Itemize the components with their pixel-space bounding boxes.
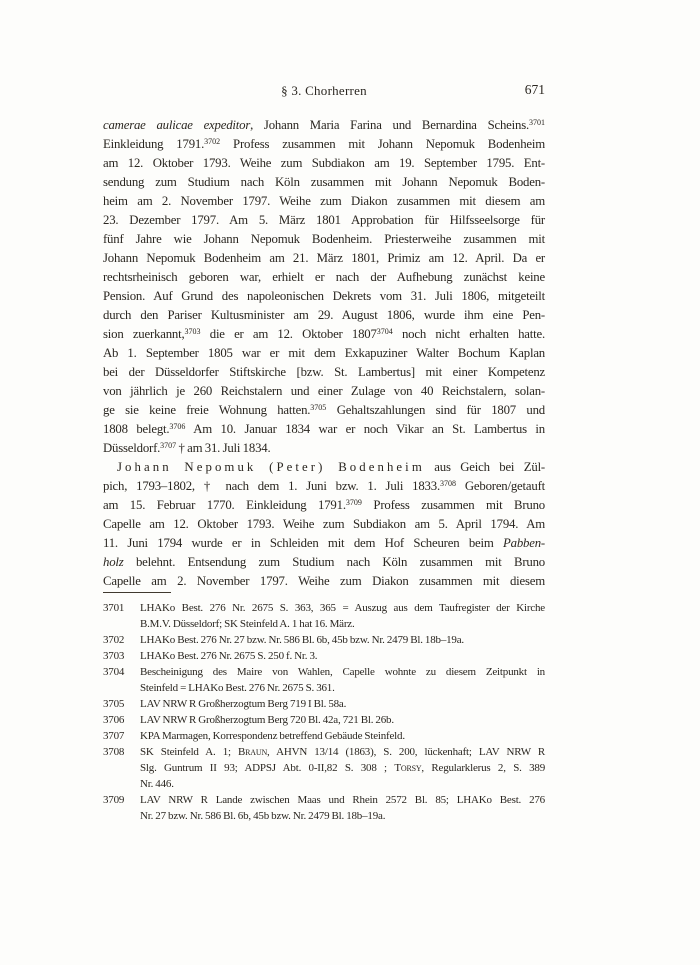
text-run: Johann Nepomuk (Peter) Bodenheim	[117, 460, 425, 474]
footnote-ref: 3704	[376, 326, 393, 336]
text-run: bei der Düsseldorfer Stiftskirche [bzw. St. Lambertus] mit einer Kompetenz	[103, 365, 545, 379]
footnote-line	[140, 600, 545, 616]
text-line	[103, 515, 545, 534]
text-run: Nr. 446.	[140, 778, 174, 790]
text-run: Capelle am 12. Oktober 1793. Weihe zum Subdiakon am 5. April 1794. Am	[103, 517, 545, 531]
footnote-number: 3701	[103, 602, 125, 614]
text-line	[103, 496, 545, 515]
footnote-line	[140, 664, 545, 680]
footnote-number: 3706	[103, 714, 125, 726]
text-run: 1808 belegt.	[103, 422, 170, 436]
footnote-text	[140, 648, 545, 664]
footnote-number: 3702	[103, 634, 125, 646]
text-run: Am 10. Januar 1834 war er noch Vikar an St. Lambertus in	[185, 422, 545, 436]
text-run: Bescheinigung des Maire von Wahlen, Capelle wohnte zu diesem Zeitpunkt in	[140, 666, 545, 678]
text-line	[103, 382, 545, 401]
footnote-number: 3705	[103, 698, 125, 710]
text-run: camerae aulicae expeditor	[103, 118, 251, 132]
footnote-separator	[103, 592, 171, 593]
text-run: heim am 2. November 1797. Weihe zum Diakon zusammen mit diesem am	[103, 194, 545, 208]
footnote-line	[140, 728, 545, 744]
footnote-number: 3704	[103, 666, 125, 678]
text-run: von jährlich je 260 Reichstalern und einer Zulage von 40 Reichstalern, solan-	[103, 384, 545, 398]
footnote-number: 3707	[103, 730, 125, 742]
text-run: am 15. Februar 1770. Einkleidung 1791.	[103, 498, 346, 512]
footnote-text	[140, 728, 545, 744]
footnote	[103, 648, 545, 664]
footnote-text	[140, 744, 545, 792]
text-line	[103, 344, 545, 363]
text-run: Gehaltszahlungen sind für 1807 und	[326, 403, 545, 417]
footnote-text	[140, 792, 545, 824]
text-line	[103, 458, 545, 477]
footnote-text	[140, 696, 545, 712]
text-run: LHAKo Best. 276 Nr. 27 bzw. Nr. 586 Bl. 6b, 45b bzw. Nr. 2479 Bl. 18b–19a.	[140, 634, 464, 646]
text-run: aus Geich bei Zül-	[424, 460, 545, 474]
footnote-ref: 3706	[169, 421, 186, 431]
text-run: sion zuerkannt,	[103, 327, 185, 341]
text-run: fünf Jahre wie Johann Nepomuk Bodenheim. Priesterweihe zusammen mit	[103, 232, 545, 246]
text-run: Düsseldorf.	[103, 441, 161, 455]
footnote-line	[140, 776, 545, 792]
text-run: holz	[103, 555, 124, 569]
footnote-text	[140, 712, 545, 728]
footnote	[103, 632, 545, 648]
text-run: ge sie keine freie Wohnung hatten.	[103, 403, 311, 417]
footnote-text	[140, 664, 545, 696]
text-run: KPA Marmagen, Korrespondenz betreffend Gebäude Steinfeld.	[140, 730, 405, 742]
text-line	[103, 230, 545, 249]
text-run: † am 31. Juli 1834.	[176, 441, 271, 455]
footnote	[103, 744, 545, 792]
footnote-text	[140, 600, 545, 632]
text-line	[103, 154, 545, 173]
text-line	[103, 173, 545, 192]
text-run: 23. Dezember 1797. Am 5. März 1801 Approbation für Hilfsseelsorge für	[103, 213, 545, 227]
footnote-line	[140, 680, 545, 696]
footnote-text	[140, 632, 545, 648]
text-line	[103, 534, 545, 553]
text-line	[103, 306, 545, 325]
text-line	[103, 116, 545, 135]
footnote-line	[140, 648, 545, 664]
footnote-line	[140, 696, 545, 712]
running-header	[103, 82, 545, 99]
footnote-ref: 3705	[310, 402, 327, 412]
text-run: Pabben-	[503, 536, 545, 550]
footnote	[103, 696, 545, 712]
text-run: , Regularklerus 2, S. 389	[421, 762, 545, 774]
text-run: Capelle am 2. November 1797. Weihe zum Diakon zusammen mit diesem	[103, 574, 545, 588]
text-run: Ab 1. September 1805 war er mit dem Exkapuziner Walter Bochum Kaplan	[103, 346, 545, 360]
text-line	[103, 401, 545, 420]
footnote-number: 3709	[103, 794, 125, 806]
text-run: Nr. 27 bzw. Nr. 586 Bl. 6b, 45b bzw. Nr. 2479 Bl. 18b–19a.	[140, 810, 386, 822]
footnote-line	[140, 712, 545, 728]
text-line	[103, 477, 545, 496]
footnote-ref: 3709	[345, 497, 362, 507]
text-run: Profess zusammen mit Johann Nepomuk Bodenheim	[220, 137, 546, 151]
text-line	[103, 287, 545, 306]
footnotes	[103, 592, 545, 824]
section-heading: § 3. Chorherren	[281, 83, 367, 98]
footnote-ref: 3708	[439, 478, 456, 488]
footnote-list	[103, 600, 545, 824]
text-run: Einkleidung 1791.	[103, 137, 205, 151]
text-run: , Johann Maria Farina und Bernardina Scheins.	[250, 118, 530, 132]
footnote-number: 3703	[103, 650, 125, 662]
text-run: belehnt. Entsendung zum Studium nach Köln zusammen mit Bruno	[123, 555, 545, 569]
text-run: sendung zum Studium nach Köln zusammen mit Johann Nepomuk Boden-	[103, 175, 545, 189]
text-line	[103, 363, 545, 382]
text-run: Geboren/getauft	[455, 479, 545, 493]
text-run: SK Steinfeld A. 1;	[140, 746, 239, 758]
text-run: Braun	[238, 746, 268, 758]
footnote-line	[140, 760, 545, 776]
footnote	[103, 728, 545, 744]
text-line	[103, 439, 545, 458]
text-line	[103, 211, 545, 230]
text-run: Torsy	[394, 762, 422, 774]
text-run: Profess zusammen mit Bruno	[361, 498, 545, 512]
footnote-line	[140, 632, 545, 648]
text-run: Johann Nepomuk Bodenheim am 21. März 1801, Primiz am 12. April. Da er	[103, 251, 545, 265]
text-run: B.M.V. Düsseldorf; SK Steinfeld A. 1 hat 16. März.	[140, 618, 355, 630]
text-line	[103, 420, 545, 439]
text-run: LHAKo Best. 276 Nr. 2675 S. 250 f. Nr. 3.	[140, 650, 318, 662]
footnote-ref: 3702	[204, 136, 221, 146]
text-run: rechtsrheinisch geboren war, erhielt er nach der Aufhebung zunächst keine	[103, 270, 545, 284]
text-line	[103, 325, 545, 344]
text-run: Slg. Guntrum II 93; ADPSJ Abt. 0-II,82 S. 308 ;	[140, 762, 395, 774]
text-run: Steinfeld = LHAKo Best. 276 Nr. 2675 S. 361.	[140, 682, 335, 694]
footnote-ref: 3703	[184, 326, 201, 336]
text-run: , AHVN 13/14 (1863), S. 200, lückenhaft; LAV NRW R	[267, 746, 545, 758]
footnote-line	[140, 616, 545, 632]
text-run: am 12. Oktober 1793. Weihe zum Subdiakon am 19. September 1795. Ent-	[103, 156, 545, 170]
footnote-ref: 3707	[160, 440, 177, 450]
text-line	[103, 135, 545, 154]
text-run: LAV NRW R Großherzogtum Berg 719 I Bl. 58a.	[140, 698, 347, 710]
footnote	[103, 792, 545, 824]
text-run: Pension. Auf Grund des napoleonischen Dekrets vom 31. Juli 1806, mitgeteilt	[103, 289, 545, 303]
text-run: LAV NRW R Großherzogtum Berg 720 Bl. 42a, 721 Bl. 26b.	[140, 714, 394, 726]
text-line	[103, 572, 545, 591]
text-run: noch nicht erhalten hatte.	[392, 327, 545, 341]
footnote	[103, 664, 545, 696]
text-line	[103, 268, 545, 287]
body-text	[103, 116, 545, 591]
footnote-line	[140, 792, 545, 808]
text-run: LHAKo Best. 276 Nr. 2675 S. 363, 365 = Auszug aus dem Taufregister der Kirche	[140, 602, 545, 614]
text-run: durch den Pariser Kultusminister am 29. August 1806, wurde ihm eine Pen-	[103, 308, 545, 322]
text-run: LAV NRW R Lande zwischen Maas und Rhein 2572 Bl. 85; LHAKo Best. 276	[140, 794, 545, 806]
text-line	[103, 192, 545, 211]
text-line	[103, 249, 545, 268]
footnote	[103, 712, 545, 728]
text-run: 11. Juni 1794 wurde er in Schleiden mit dem Hof Scheuren beim	[103, 536, 504, 550]
footnote-line	[140, 744, 545, 760]
footnote-ref: 3701	[529, 117, 546, 127]
text-run: die er am 12. Oktober 1807	[200, 327, 377, 341]
text-line	[103, 553, 545, 572]
footnote-number: 3708	[103, 746, 125, 758]
text-run: pich, 1793–1802, † nach dem 1. Juni bzw. 1. Juli 1833.	[103, 479, 440, 493]
footnote	[103, 600, 545, 632]
footnote-line	[140, 808, 545, 824]
page-number: 671	[524, 82, 545, 97]
